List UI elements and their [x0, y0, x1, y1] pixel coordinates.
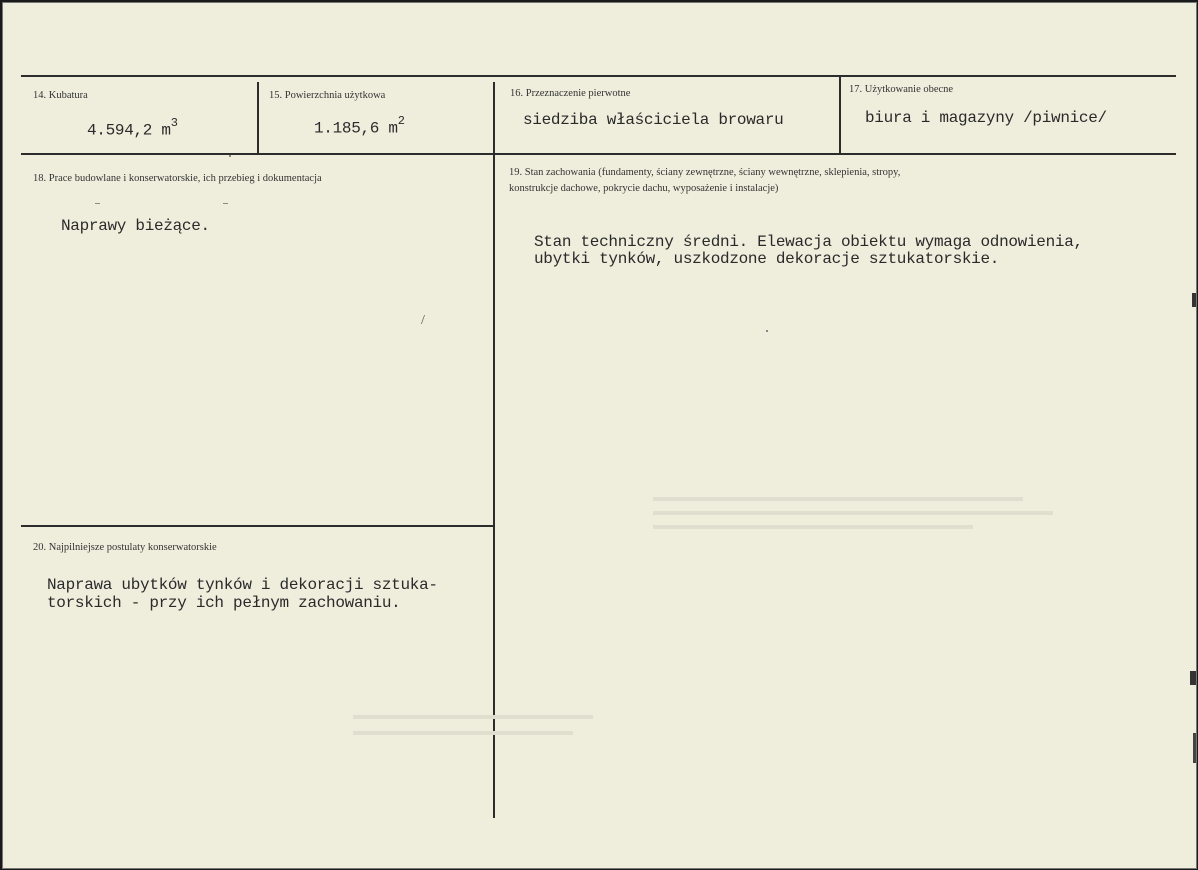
rule-top — [21, 75, 1176, 77]
stray-dot — [95, 203, 100, 204]
field-20-label: 20. Najpilniejsze postulaty konserwatorskie — [33, 542, 217, 553]
field-15-value: 1.185,6 $m^2$ — [314, 114, 405, 138]
edge-mark — [1192, 293, 1196, 307]
rule-section-20 — [21, 525, 494, 527]
field-18-value: Naprawy bieżące. — [61, 217, 210, 235]
field-19-label-line2: konstrukcje dachowe, pokrycie dachu, wyposażenie i instalacje) — [509, 183, 779, 194]
field-19-value-line2: ubytki tynków, uszkodzone dekoracje sztukatorskie. — [534, 250, 1000, 268]
divider-16-17 — [839, 75, 841, 154]
field-15-label: 15. Powierzchnia użytkowa — [269, 90, 386, 101]
field-18-label: 18. Prace budowlane i konserwatorskie, ich przebieg i dokumentacja — [33, 173, 322, 184]
field-17-label: 17. Użytkowanie obecne — [849, 84, 954, 95]
field-16-label: 16. Przeznaczenie pierwotne — [510, 88, 631, 99]
field-14-value: 4.594,2 $m^3$ — [87, 116, 178, 140]
field-20-value-line1: Naprawa ubytków tynków i dekoracji sztuka- — [47, 576, 438, 594]
field-19-label-line1: 19. Stan zachowania (fundamenty, ściany zewnętrzne, ściany wewnętrzne, sklepienia, stropy, — [509, 167, 901, 178]
stray-slash-mark: / — [421, 313, 425, 328]
bleed-through-block — [353, 715, 603, 755]
field-19-value-line1: Stan techniczny średni. Elewacja obiektu wymaga odnowienia, — [534, 233, 1083, 251]
stray-dot — [229, 155, 231, 157]
field-16-value: siedziba właściciela browaru — [523, 111, 784, 129]
field-14-label: 14. Kubatura — [33, 90, 88, 101]
bleed-through-block — [653, 497, 1053, 557]
divider-15-16 — [493, 82, 495, 818]
stray-dot — [223, 203, 228, 204]
divider-14-15 — [257, 82, 259, 155]
rule-mid — [21, 153, 1176, 155]
edge-mark — [1190, 671, 1196, 685]
field-17-value: biura i magazyny /piwnice/ — [865, 109, 1107, 127]
stray-dot — [766, 330, 768, 332]
edge-mark — [1193, 733, 1196, 763]
field-20-value-line2: torskich - przy ich pełnym zachowaniu. — [47, 594, 401, 612]
record-card — [2, 2, 1197, 869]
